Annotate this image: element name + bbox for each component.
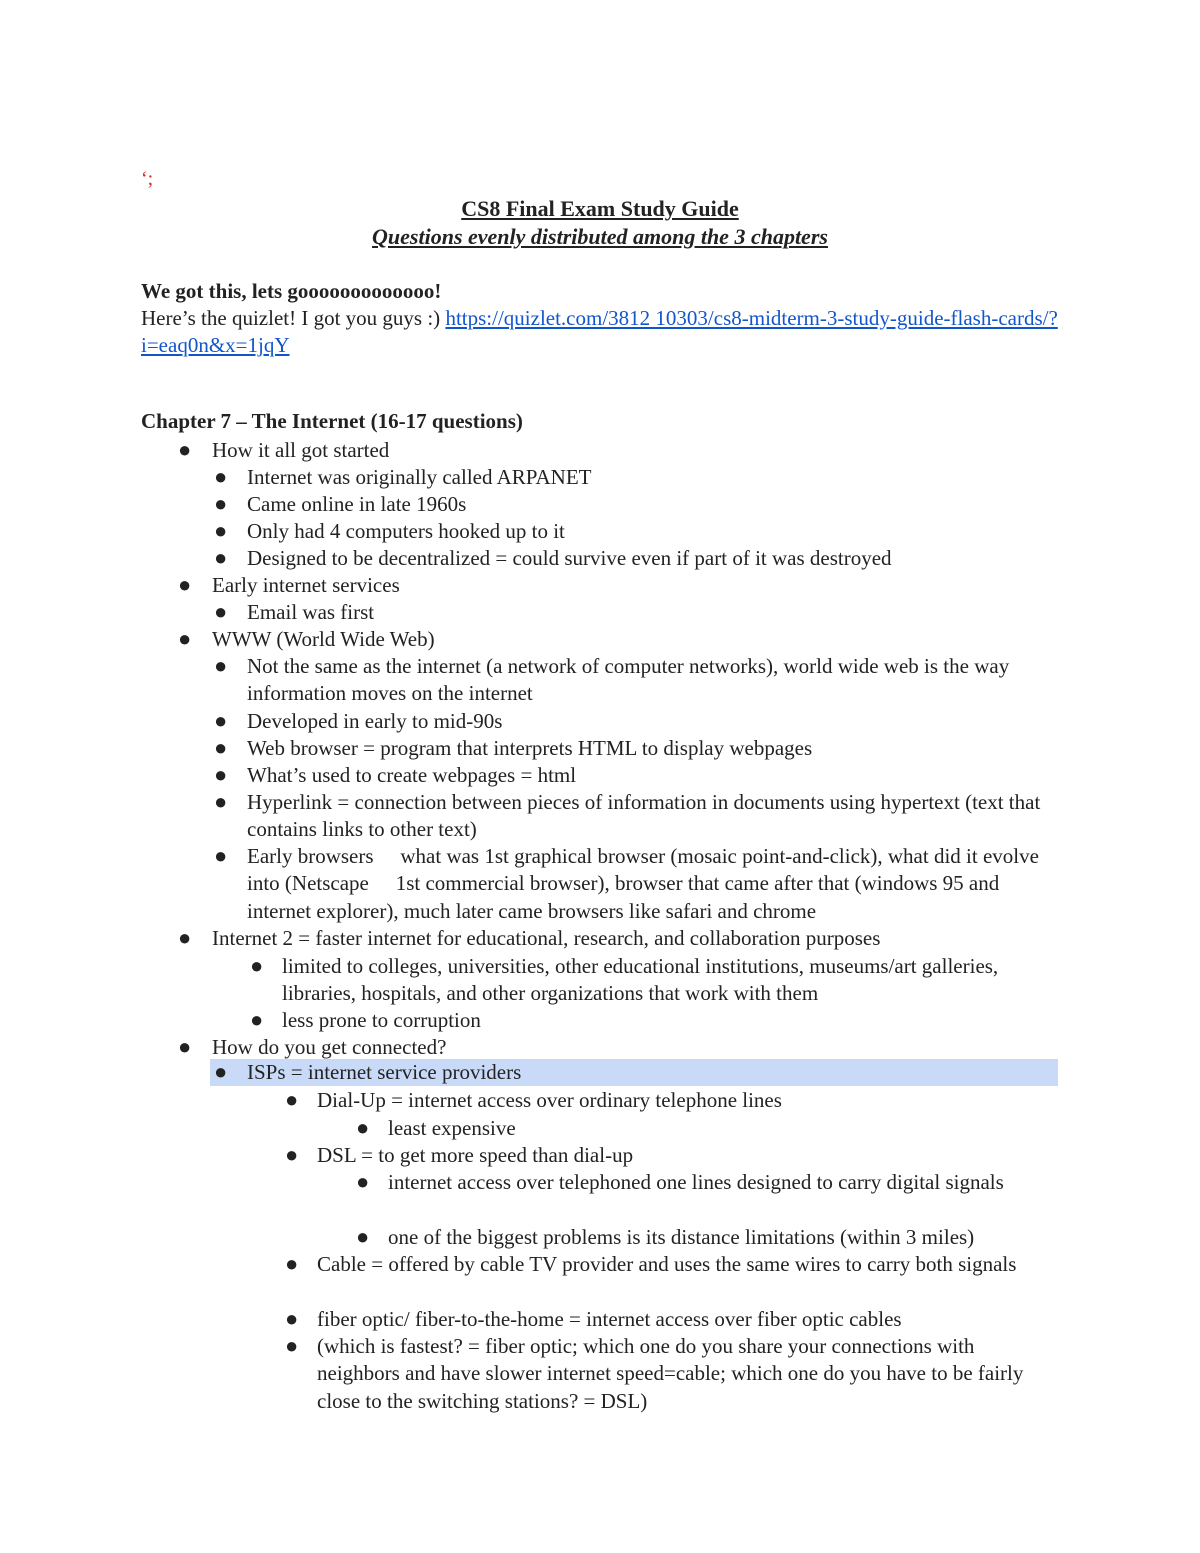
quizlet-text: Here’s the quizlet! I got you guys :): [141, 306, 446, 330]
list-item-text: Came online in late 1960s: [247, 492, 467, 516]
bullet-icon: ●: [178, 437, 192, 462]
bullet-icon: ●: [214, 708, 228, 733]
list-item-text: Early internet services: [212, 573, 400, 597]
list-item-text: DSL = to get more speed than dial-up: [317, 1143, 634, 1167]
list-item-text: Web browser = program that interprets HTML to display webpages: [247, 736, 813, 760]
quizlet-link[interactable]: https://quizlet.com/3812 10303/cs8-midterm-3-study-guide-flash-cards/?i=eaq0n&x=1jqY: [141, 306, 1058, 357]
list-item-text: Internet was originally called ARPANET: [247, 465, 592, 489]
bullet-icon: ●: [214, 789, 228, 814]
list-item-text: Developed in early to mid-90s: [247, 709, 503, 733]
list-item-text: Hyperlink = connection between pieces of information in documents using hypertext (text that contains links to other text): [247, 790, 1041, 842]
list-item-text: What’s used to create webpages = html: [247, 763, 577, 787]
list-item-text: WWW (World Wide Web): [212, 627, 435, 651]
bullet-icon: ●: [356, 1169, 370, 1194]
bullet-icon: ●: [214, 762, 228, 787]
bullet-icon: ●: [285, 1087, 299, 1112]
list-item-text: internet access over telephoned one lines designed to carry digital signals  : [388, 1170, 1026, 1194]
list-item-text: less prone to corruption: [282, 1008, 481, 1032]
list-item-text: Only had 4 computers hooked up to it: [247, 519, 565, 543]
chapter-7-heading: Chapter 7 – The Internet (16-17 questions): [141, 409, 523, 433]
bullet-icon: ●: [214, 843, 228, 868]
cheer-line: We got this, lets gooooooooooooo!: [141, 279, 442, 303]
bullet-icon: ●: [214, 518, 228, 543]
list-item-text: least expensive: [388, 1116, 516, 1140]
bullet-icon: ●: [178, 925, 192, 950]
bullet-icon: ●: [250, 1007, 264, 1032]
quizlet-line: [141, 305, 1081, 359]
list-item-text: Not the same as the internet (a network of computer networks), world wide web is the way information moves on the internet: [247, 654, 1010, 706]
list-item-text: Internet 2 = faster internet for educational, research, and collaboration purposes: [212, 926, 881, 950]
bullet-icon: ●: [178, 1034, 192, 1059]
stray-mark: ‘;: [141, 168, 154, 190]
bullet-icon: ●: [285, 1142, 299, 1167]
bullet-icon: ●: [214, 599, 228, 624]
list-item-text: fiber optic/ fiber-to-the-home = internet access over fiber optic cables: [317, 1307, 902, 1331]
bullet-icon: ●: [178, 572, 192, 597]
bullet-icon: ●: [214, 653, 228, 678]
bullet-icon: ●: [285, 1306, 299, 1331]
bullet-icon: ●: [214, 735, 228, 760]
bullet-icon: ●: [285, 1251, 299, 1276]
list-item-text: Early browsers   what was 1st graphical browser (mosaic point-and-click), what did it evolve into (Netscape   1st commercial browser), browser that came after that (windows 95 and internet explorer), much later came browsers like safari and chrome: [247, 844, 1039, 923]
list-item-text: Cable = offered by cable TV provider and uses the same wires to carry both signals: [317, 1252, 1017, 1276]
list-item-text: How do you get connected?: [212, 1035, 447, 1059]
bullet-icon: ●: [214, 464, 228, 489]
bullet-icon: ●: [214, 545, 228, 570]
bullet-icon: ●: [356, 1115, 370, 1140]
page-subtitle: Questions evenly distributed among the 3 chapters: [372, 224, 828, 249]
bullet-icon: ●: [250, 953, 264, 978]
list-item-text: Dial-Up = internet access over ordinary telephone lines: [317, 1088, 782, 1112]
bullet-icon: ●: [285, 1333, 299, 1358]
list-item-text: Email was first: [247, 600, 375, 624]
list-item-text: limited to colleges, universities, other educational institutions, museums/art galleries, libraries, hospitals, and other organizations that work with them: [282, 954, 999, 1006]
bullet-icon: ●: [356, 1224, 370, 1249]
list-item-highlighted: [210, 1059, 1058, 1086]
list-item-text: one of the biggest problems is its distance limitations (within 3 miles): [388, 1225, 975, 1249]
bullet-icon: ●: [178, 626, 192, 651]
list-item-text: (which is fastest? = fiber optic; which one do you share your connections with neighbors and have slower internet speed=cable; which one do you have to be fairly close to the switching stations? = DSL): [317, 1334, 1024, 1413]
bullet-icon: ●: [214, 1059, 228, 1084]
list-item-text: How it all got started: [212, 438, 390, 462]
list-item-text: Designed to be decentralized = could survive even if part of it was destroyed: [247, 546, 892, 570]
list-item-text: ISPs = internet service providers: [247, 1060, 522, 1084]
intro-block: [141, 278, 1081, 359]
bullet-icon: ●: [214, 491, 228, 516]
page-title: CS8 Final Exam Study Guide: [461, 196, 739, 221]
